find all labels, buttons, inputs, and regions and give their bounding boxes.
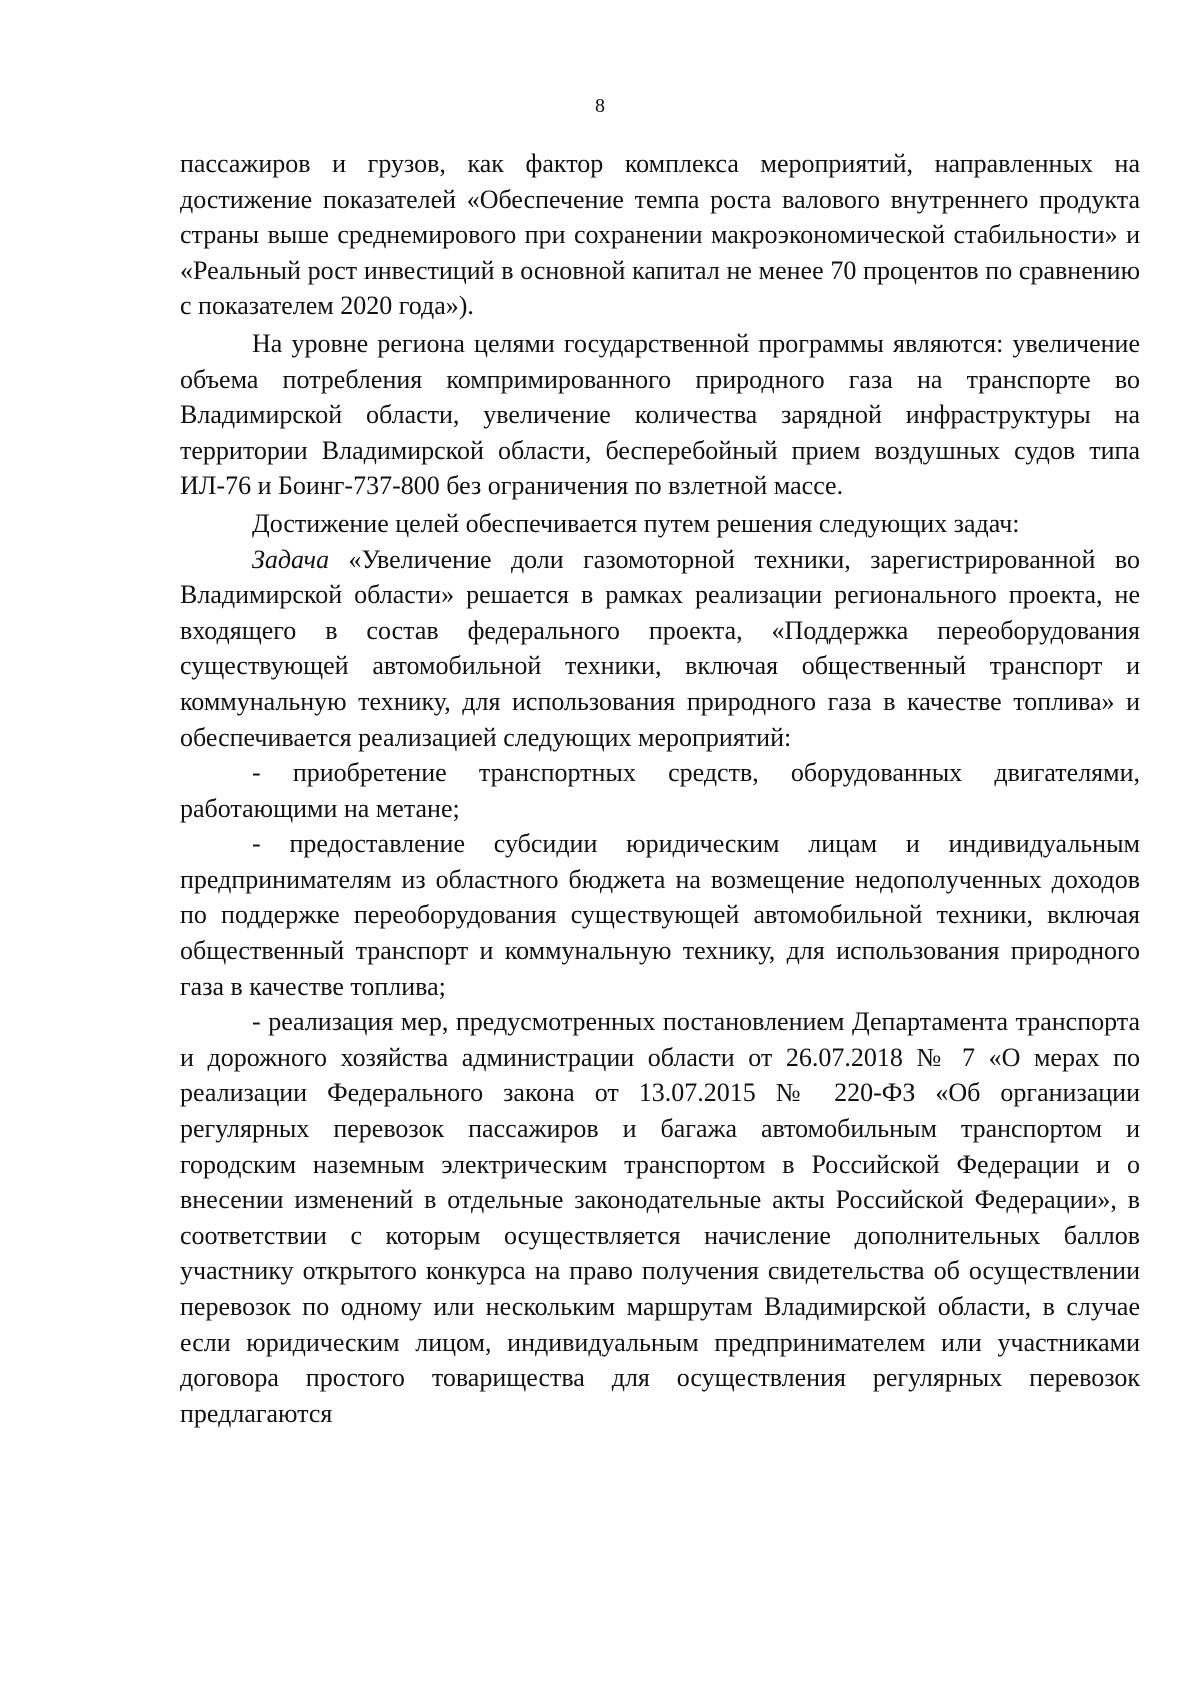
list-item-vehicles-purchase: - приобретение транспортных средств, оборудованных двигателями, работающими на метане;: [180, 758, 1140, 823]
paragraph-continuation: пассажиров и грузов, как фактор комплекса мероприятий, направленных на достижение показателей «Обеспечение темпа роста валового внутреннего продукта страны выше среднемирового при сохранении макроэкономической стабильности» и «Реальный рост инвестиций в основной капитал не менее 70 процентов по сравнению с показателем 2020 года»).: [180, 149, 1140, 321]
paragraph-task-gas-vehicles: [180, 542, 1140, 756]
list-item-subsidy: - предоставление субсидии юридическим лицам и индивидуальным предпринимателям из областного бюджета на возмещение недополученных доходов по поддержке переоборудования существующей автомобильной техники, включая общественный транспорт и коммунальную технику, для использования природного газа в качестве топлива;: [180, 829, 1140, 1001]
page-number: 8: [595, 95, 605, 117]
task-label: Задача: [252, 544, 330, 574]
task-description: «Увеличение доли газомоторной техники, зарегистрированной во Владимирской области» решается в рамках реализации регионального проекта, не входящего в состав федерального проекта, «Поддержка переоборудования существующей автомобильной техники, включая общественный транспорт и коммунальную технику, для использования природного газа в качестве топлива» и обеспечивается реализацией следующих мероприятий:: [180, 544, 1140, 752]
document-body: [180, 146, 1140, 1431]
paragraph-regional-goals: На уровне региона целями государственной программы являются: увеличение объема потребления компримированного природного газа на транспорте во Владимирской области, увеличение количества зарядной инфраструктуры на территории Владимирской области, бесперебойный прием воздушных судов типа ИЛ-76 и Боинг-737-800 без ограничения по взлетной массе.: [180, 328, 1140, 501]
list-item-measures: - реализация мер, предусмотренных постановлением Департамента транспорта и дорожного хозяйства администрации области от 26.07.2018 № 7 «О мерах по реализации Федерального закона от 13.07.2015 № 220-ФЗ «Об организации регулярных перевозок пассажиров и багажа автомобильным транспортом и городским наземным электрическим транспортом в Российской Федерации и о внесении изменений в отдельные законодательные акты Российской Федерации», в соответствии с которым осуществляется начисление дополнительных баллов участнику открытого конкурса на право получения свидетельства об осуществлении перевозок по одному или нескольким маршрутам Владимирской области, в случае если юридическим лицом, индивидуальным предпринимателем или участниками договора простого товарищества для осуществления регулярных перевозок предлагаются: [180, 1007, 1140, 1428]
paragraph-tasks-intro: Достижение целей обеспечивается путем решения следующих задач:: [252, 508, 1020, 538]
